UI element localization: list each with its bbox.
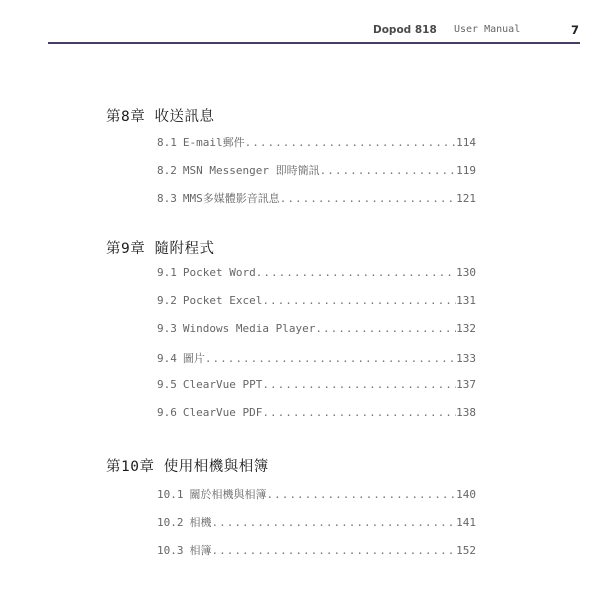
entry-title: MMS多媒體影音訊息	[182, 192, 280, 205]
chapter-10-title: 第10章 使用相機與相簿	[106, 459, 269, 475]
entry-number: 9.4	[157, 352, 177, 365]
entry-page: 140	[456, 488, 476, 501]
entry-page: 131	[456, 294, 476, 307]
toc-entry[interactable]	[157, 134, 476, 152]
entry-title: ClearVue PDF	[182, 406, 263, 419]
dot-leader	[315, 322, 456, 335]
entry-number: 10.3	[157, 544, 184, 557]
toc-entry[interactable]	[157, 406, 476, 424]
entry-title: Pocket Word	[182, 266, 256, 279]
toc-entry[interactable]	[157, 266, 476, 284]
entry-page: 137	[456, 378, 476, 391]
dot-leader	[256, 266, 456, 279]
dot-leader	[262, 406, 456, 419]
toc-entry[interactable]	[157, 378, 476, 396]
entry-page: 141	[456, 516, 476, 529]
toc-entry[interactable]	[157, 486, 476, 504]
dot-leader	[267, 488, 457, 501]
entry-title: MSN Messenger 即時簡訊	[182, 164, 320, 177]
entry-page: 132	[456, 322, 476, 335]
dot-leader	[205, 352, 456, 365]
entry-page: 133	[456, 352, 476, 365]
entry-page: 121	[456, 192, 476, 205]
page-number: 7	[571, 23, 580, 37]
dot-leader	[262, 378, 456, 391]
entry-number: 8.1	[157, 136, 177, 149]
entry-number: 9.5	[157, 378, 177, 391]
dot-leader	[320, 164, 457, 177]
entry-page: 119	[456, 164, 476, 177]
header-subtitle: User Manual	[454, 24, 521, 35]
toc-entry[interactable]	[157, 162, 476, 180]
entry-title: Windows Media Player	[182, 322, 316, 335]
chapter-8-title: 第8章 收送訊息	[106, 109, 215, 125]
entry-number: 10.1	[157, 488, 184, 501]
entry-title: 圖片	[182, 352, 205, 365]
entry-title: 相機	[189, 516, 212, 529]
dot-leader	[280, 192, 456, 205]
chapter-9-title: 第9章 隨附程式	[106, 241, 215, 257]
entry-number: 9.2	[157, 294, 177, 307]
dot-leader	[262, 294, 456, 307]
entry-title: 關於相機與相簿	[189, 488, 267, 501]
entry-number: 10.2	[157, 516, 184, 529]
dot-leader	[212, 544, 457, 557]
toc-entry[interactable]	[157, 514, 476, 532]
dot-leader	[245, 136, 457, 149]
entry-title: ClearVue PPT	[182, 378, 263, 391]
entry-number: 8.2	[157, 164, 177, 177]
toc-entry[interactable]	[157, 190, 476, 208]
toc-entry[interactable]	[157, 322, 476, 340]
entry-number: 8.3	[157, 192, 177, 205]
entry-number: 9.1	[157, 266, 177, 279]
toc-entry[interactable]	[157, 542, 476, 560]
entry-title: 相簿	[189, 544, 212, 557]
entry-number: 9.3	[157, 322, 177, 335]
entry-page: 138	[456, 406, 476, 419]
entry-page: 130	[456, 266, 476, 279]
dot-leader	[212, 516, 457, 529]
entry-page: 114	[456, 136, 476, 149]
entry-title: Pocket Excel	[182, 294, 263, 307]
entry-page: 152	[456, 544, 476, 557]
entry-title: E-mail郵件	[182, 136, 245, 149]
toc-entry[interactable]	[157, 294, 476, 312]
toc-entry[interactable]	[157, 350, 476, 368]
entry-number: 9.6	[157, 406, 177, 419]
header-brand: Dopod 818	[373, 24, 437, 36]
